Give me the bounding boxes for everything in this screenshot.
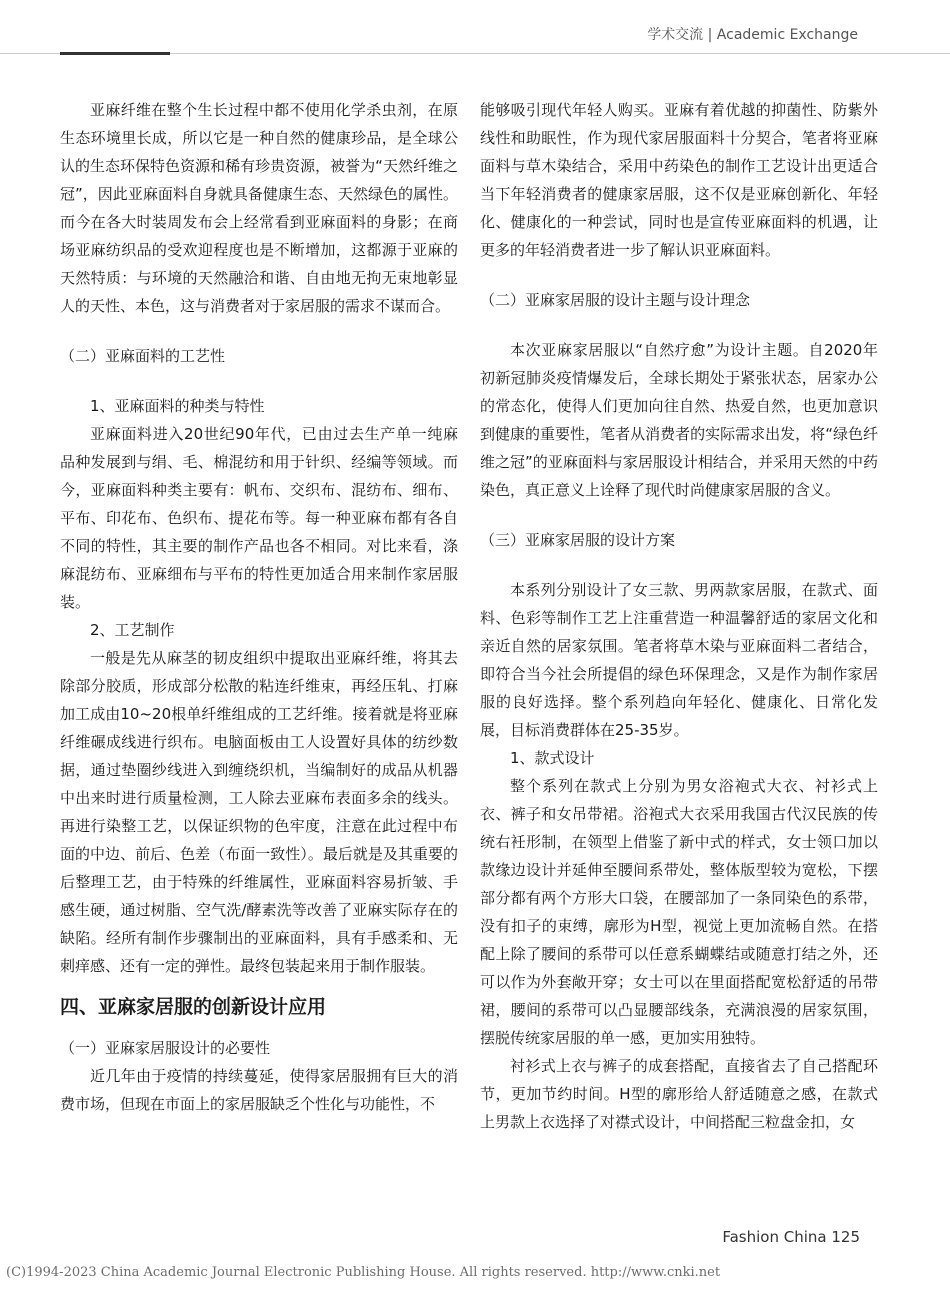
section-heading: （二）亚麻家居服的设计主题与设计理念 xyxy=(480,291,751,309)
left-column xyxy=(60,96,458,1118)
right-column xyxy=(480,96,878,1136)
paragraph: 衬衫式上衣与裤子的成套搭配，直接省去了自己搭配环节，更加节约时间。H型的廓形给人舒适随意之感，在款式上男款上衣选择了对襟式设计，中间搭配三粒盘金扣，女 xyxy=(480,1057,878,1131)
section-heading: （一）亚麻家居服设计的必要性 xyxy=(60,1039,271,1057)
running-header: 学术交流 | Academic Exchange xyxy=(647,27,858,43)
copyright-notice: (C)1994-2023 China Academic Journal Electronic Publishing House. All rights reserved. http://www.cnki.net xyxy=(6,1265,721,1280)
paragraph: 本系列分别设计了女三款、男两款家居服，在款式、面料、色彩等制作工艺上注重营造一种温馨舒适的家居文化和亲近自然的居家氛围。笔者将草木染与亚麻面料二者结合，即符合当今社会所提倡的绿色环保理念，又是作为制作家居服的良好选择。整个系列趋向年轻化、健康化、日常化发展，目标消费群体在25-35岁。 xyxy=(480,581,878,739)
page-footer: Fashion China 125 xyxy=(722,1228,860,1246)
section-heading: （三）亚麻家居服的设计方案 xyxy=(480,531,676,549)
subsection-heading: 2、工艺制作 xyxy=(90,621,175,639)
section-heading: （二）亚麻面料的工艺性 xyxy=(60,347,226,365)
paragraph: 一般是先从麻茎的韧皮组织中提取出亚麻纤维，将其去除部分胶质，形成部分松散的粘连纤维束，再经压轧、打麻加工成由10~20根单纤维组成的工艺纤维。接着就是将亚麻纤维碾成线进行织布。电脑面板由工人设置好具体的纺纱数据，通过垫圈纱线进入到缠绕织机，当编制好的成品从机器中出来时进行质量检测，工人除去亚麻布表面多余的线头。再进行染整工艺，以保证织物的色牢度，注意在此过程中布面的中边、前后、色差（布面一致性）。最后就是及其重要的后整理工艺，由于特殊的纤维属性，亚麻面料容易折皱、手感生硬，通过树脂、空气洗/酵素洗等改善了亚麻实际存在的缺陷。经所有制作步骤制出的亚麻面料，具有手感柔和、无刺痒感、还有一定的弹性。最终包装起来用于制作服装。 xyxy=(60,649,458,975)
paragraph: 亚麻面料进入20世纪90年代，已由过去生产单一纯麻品种发展到与绢、毛、棉混纺和用于针织、经编等领域。而今，亚麻面料种类主要有：帆布、交织布、混纺布、细布、平布、印花布、色织布、提花布等。每一种亚麻布都有各自不同的特性，其主要的制作产品也各不相同。对比来看，涤麻混纺布、亚麻细布与平布的特性更加适合用来制作家居服装。 xyxy=(60,425,458,611)
paragraph: 亚麻纤维在整个生长过程中都不使用化学杀虫剂，在原生态环境里长成，所以它是一种自然的健康珍品，是全球公认的生态环保特色资源和稀有珍贵资源，被誉为“天然纤维之冠”，因此亚麻面料自身就具备健康生态、天然绿色的属性。而今在各大时装周发布会上经常看到亚麻面料的身影；在商场亚麻纺织品的受欢迎程度也是不断增加，这都源于亚麻的天然特质：与环境的天然融洽和谐、自由地无拘无束地彰显人的天性、本色，这与消费者对于家居服的需求不谋而合。 xyxy=(60,101,458,315)
paragraph: 整个系列在款式上分别为男女浴袍式大衣、衬衫式上衣、裤子和女吊带裙。浴袍式大衣采用我国古代汉民族的传统右衽形制，在领型上借鉴了新中式的样式，女士领口加以款缘边设计并延伸至腰间系带处，整体版型较为宽松，下摆部分都有两个方形大口袋，在腰部加了一条同染色的系带，没有扣子的束缚，廓形为H型，视觉上更加流畅自然。在搭配上除了腰间的系带可以任意系蝴蝶结或随意打结之外，还可以作为外套敞开穿；女士可以在里面搭配宽松舒适的吊带裙，腰间的系带可以凸显腰部线条，充满浪漫的居家氛围，摆脱传统家居服的单一感，更加实用独特。 xyxy=(480,777,878,1047)
paragraph: 能够吸引现代年轻人购买。亚麻有着优越的抑菌性、防紫外线性和助眠性，作为现代家居服面料十分契合，笔者将亚麻面料与草木染结合，采用中药染色的制作工艺设计出更适合当下年轻消费者的健康家居服，这不仅是亚麻创新化、年轻化、健康化的一种尝试，同时也是宣传亚麻面料的机遇，让更多的年轻消费者进一步了解认识亚麻面料。 xyxy=(480,101,878,259)
paragraph: 近几年由于疫情的持续蔓延，使得家居服拥有巨大的消费市场，但现在市面上的家居服缺乏个性化与功能性，不 xyxy=(60,1067,458,1113)
header-accent-bar xyxy=(60,52,170,55)
paragraph: 本次亚麻家居服以“自然疗愈”为设计主题。自2020年初新冠肺炎疫情爆发后，全球长期处于紧张状态，居家办公的常态化，使得人们更加向往自然、热爱自然，也更加意识到健康的重要性，笔者从消费者的实际需求出发，将“绿色纤维之冠”的亚麻面料与家居服设计相结合，并采用天然的中药染色，真正意义上诠释了现代时尚健康家居服的含义。 xyxy=(480,341,878,499)
subsection-heading: 1、款式设计 xyxy=(510,749,595,767)
subsection-heading: 1、亚麻面料的种类与特性 xyxy=(90,397,265,415)
chapter-heading: 四、亚麻家居服的创新设计应用 xyxy=(60,996,327,1018)
